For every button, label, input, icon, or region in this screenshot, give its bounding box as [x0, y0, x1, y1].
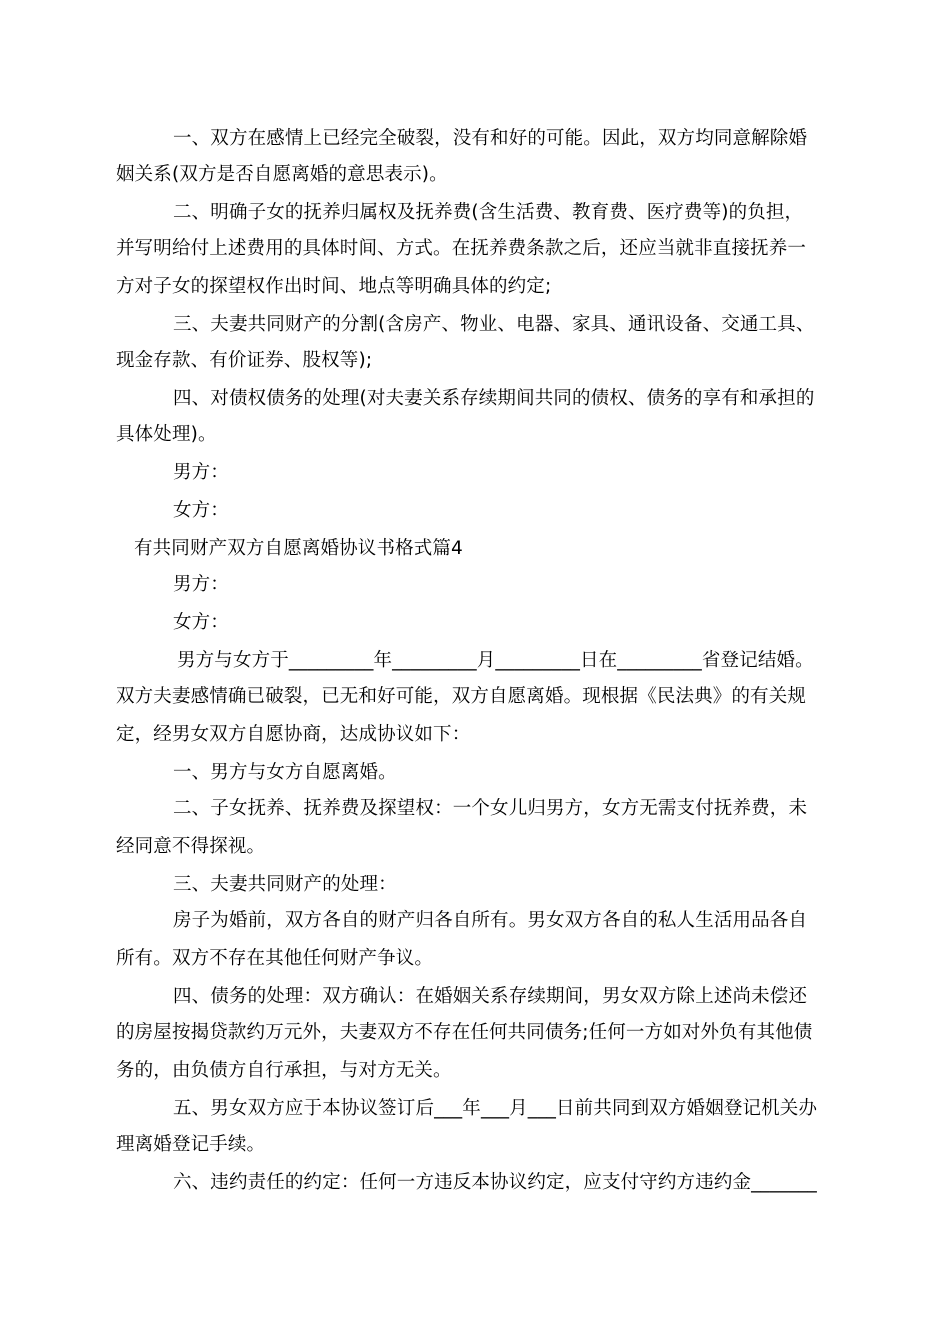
paragraph-line: 四、对债权债务的处理(对夫妻关系存续期间共同的债权、债务的享有和承担的 [173, 388, 815, 409]
paragraph-line: 所有。双方不存在其他任何财产争议。 [116, 948, 434, 969]
paragraph-line: 一、双方在感情上已经完全破裂，没有和好的可能。因此，双方均同意解除婚 [173, 128, 808, 149]
party-label-female: 女方： [173, 612, 229, 633]
paragraph-line: 房子为婚前，双方各自的财产归各自所有。男女双方各自的私人生活用品各自 [173, 910, 808, 931]
paragraph-line: 具体处理)。 [116, 424, 217, 445]
signature-label-female: 女方： [173, 500, 229, 521]
paragraph-line: 定，经男女双方自愿协商，达成协议如下： [116, 724, 471, 745]
paragraph-line: 现金存款、有价证券、股权等); [116, 350, 373, 371]
paragraph-line: 经同意不得探视。 [116, 836, 266, 857]
paragraph-line: 六、违约责任的约定：任何一方违反本协议约定，应支付守约方违约金_______ [173, 1172, 817, 1193]
signature-label-male: 男方： [173, 462, 229, 483]
paragraph-line: 三、夫妻共同财产的处理： [173, 874, 397, 895]
paragraph-line: 男方与女方于_________年_________月_________日在_________省登记结婚。 [177, 650, 814, 671]
paragraph-line: 并写明给付上述费用的具体时间、方式。在抚养费条款之后，还应当就非直接抚养一 [116, 238, 807, 259]
paragraph-line: 一、男方与女方自愿离婚。 [173, 762, 397, 783]
paragraph-line: 理离婚登记手续。 [116, 1134, 266, 1155]
paragraph-line: 五、男女双方应于本协议签订后___年___月___日前共同到双方婚姻登记机关办 [173, 1098, 818, 1119]
paragraph-line: 三、夫妻共同财产的分割(含房产、物业、电器、家具、通讯设备、交通工具、 [173, 314, 815, 335]
section-heading: 有共同财产双方自愿离婚协议书格式篇4 [134, 538, 463, 559]
paragraph-line: 二、明确子女的抚养归属权及抚养费(含生活费、教育费、医疗费等)的负担， [173, 202, 804, 223]
paragraph-line: 方对子女的探望权作出时间、地点等明确具体的约定; [116, 276, 552, 297]
paragraph-line: 双方夫妻感情确已破裂，已无和好可能，双方自愿离婚。现根据《民法典》的有关规 [116, 686, 807, 707]
paragraph-line: 的房屋按揭贷款约万元外，夫妻双方不存在任何共同债务;任何一方如对外负有其他债 [116, 1022, 813, 1043]
paragraph-line: 姻关系(双方是否自愿离婚的意思表示)。 [116, 164, 448, 185]
paragraph-line: 务的，由负债方自行承担，与对方无关。 [116, 1060, 452, 1081]
paragraph-line: 四、债务的处理：双方确认：在婚姻关系存续期间，男女双方除上述尚未偿还 [173, 986, 808, 1007]
party-label-male: 男方： [173, 574, 229, 595]
paragraph-line: 二、子女抚养、抚养费及探望权：一个女儿归男方，女方无需支付抚养费，未 [173, 798, 808, 819]
